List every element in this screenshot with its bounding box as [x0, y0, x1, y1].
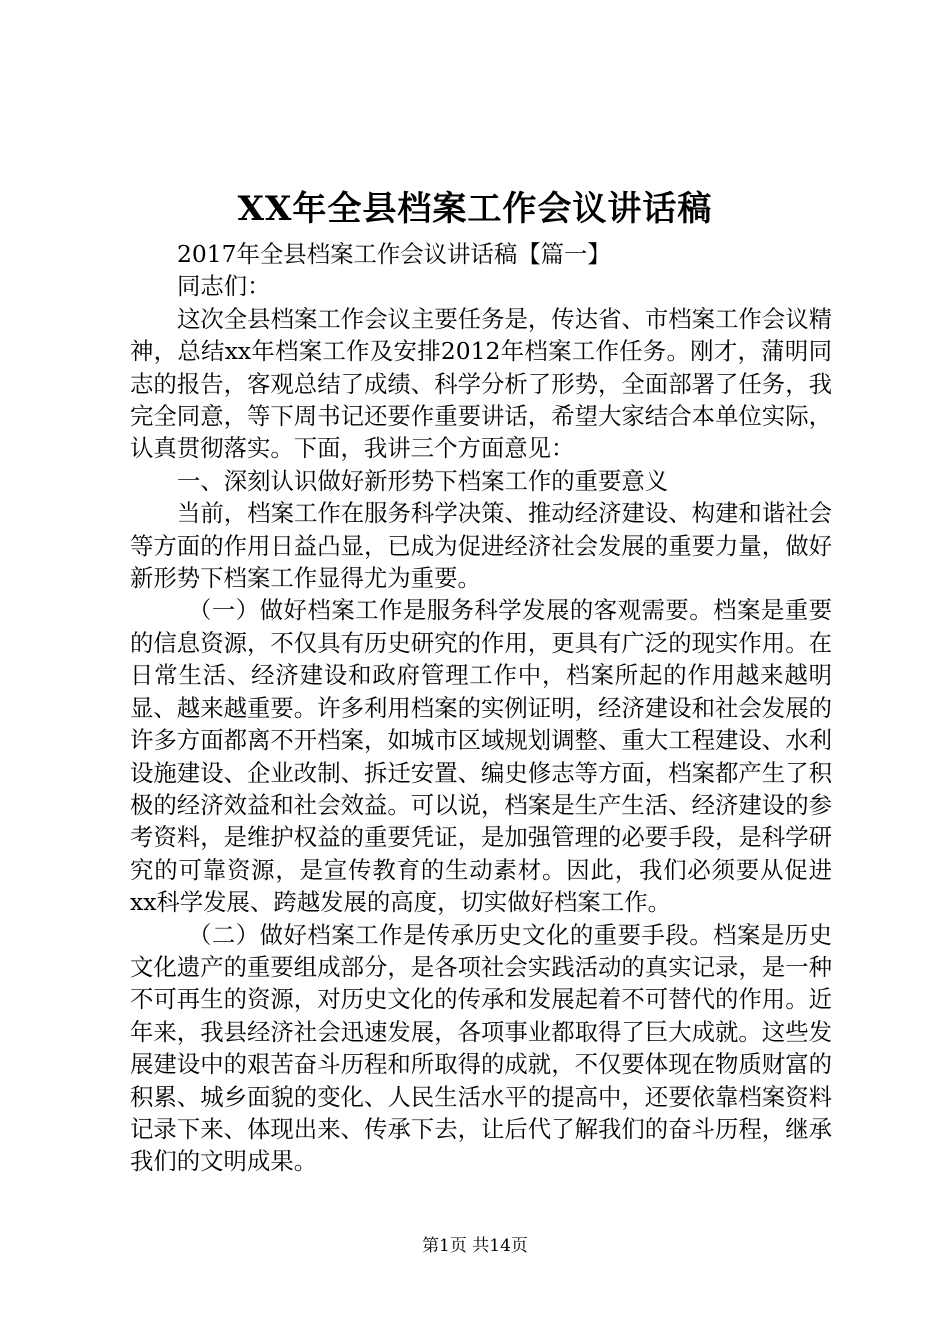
- document-title: XX年全县档案工作会议讲话稿: [237, 189, 713, 229]
- paragraph: （二）做好档案工作是传承历史文化的重要手段。档案是历史文化遗产的重要组成部分，是各项社会实践活动的真实记录，是一种不可再生的资源，对历史文化的传承和发展起着不可替代的作用。近年来，我县经济社会迅速发展，各项事业都取得了巨大成就。这些发展建设中的艰苦奋斗历程和所取得的成就，不仅要体现在物质财富的积累、城乡面貌的变化、人民生活水平的提高中，还要依靠档案资料记录下来、体现出来、传承下去，让后代了解我们的奋斗历程，继承我们的文明成果。: [130, 920, 832, 1176]
- page-number: 第1页 共14页: [422, 1236, 528, 1256]
- document-body: [130, 238, 832, 1178]
- paragraph: 这次全县档案工作会议主要任务是，传达省、市档案工作会议精神，总结xx年档案工作及安排2012年档案工作任务。刚才，蒲明同志的报告，客观总结了成绩、科学分析了形势，全面部署了任务，我完全同意，等下周书记还要作重要讲话，希望大家结合本单位实际，认真贯彻落实。下面，我讲三个方面意见：: [130, 304, 832, 463]
- subheading: 一、深刻认识做好新形势下档案工作的重要意义: [177, 466, 669, 495]
- section-heading: 2017年全县档案工作会议讲话稿【篇一】: [177, 240, 611, 268]
- paragraph: 当前，档案工作在服务科学决策、推动经济建设、构建和谐社会等方面的作用日益凸显，已成为促进经济社会发展的重要力量，做好新形势下档案工作显得尤为重要。: [130, 499, 832, 593]
- salutation: 同志们：: [177, 272, 271, 301]
- paragraph: （一）做好档案工作是服务科学发展的客观需要。档案是重要的信息资源，不仅具有历史研究的作用，更具有广泛的现实作用。在日常生活、经济建设和政府管理工作中，档案所起的作用越来越明显、越来越重要。许多利用档案的实例证明，经济建设和社会发展的许多方面都离不开档案，如城市区域规划调整、重大工程建设、水利设施建设、企业改制、拆迁安置、编史修志等方面，档案都产生了积极的经济效益和社会效益。可以说，档案是生产生活、经济建设的参考资料，是维护权益的重要凭证，是加强管理的必要手段，是科学研究的可靠资源，是宣传教育的生动素材。因此，我们必须要从促进xx科学发展、跨越发展的高度，切实做好档案工作。: [130, 596, 832, 917]
